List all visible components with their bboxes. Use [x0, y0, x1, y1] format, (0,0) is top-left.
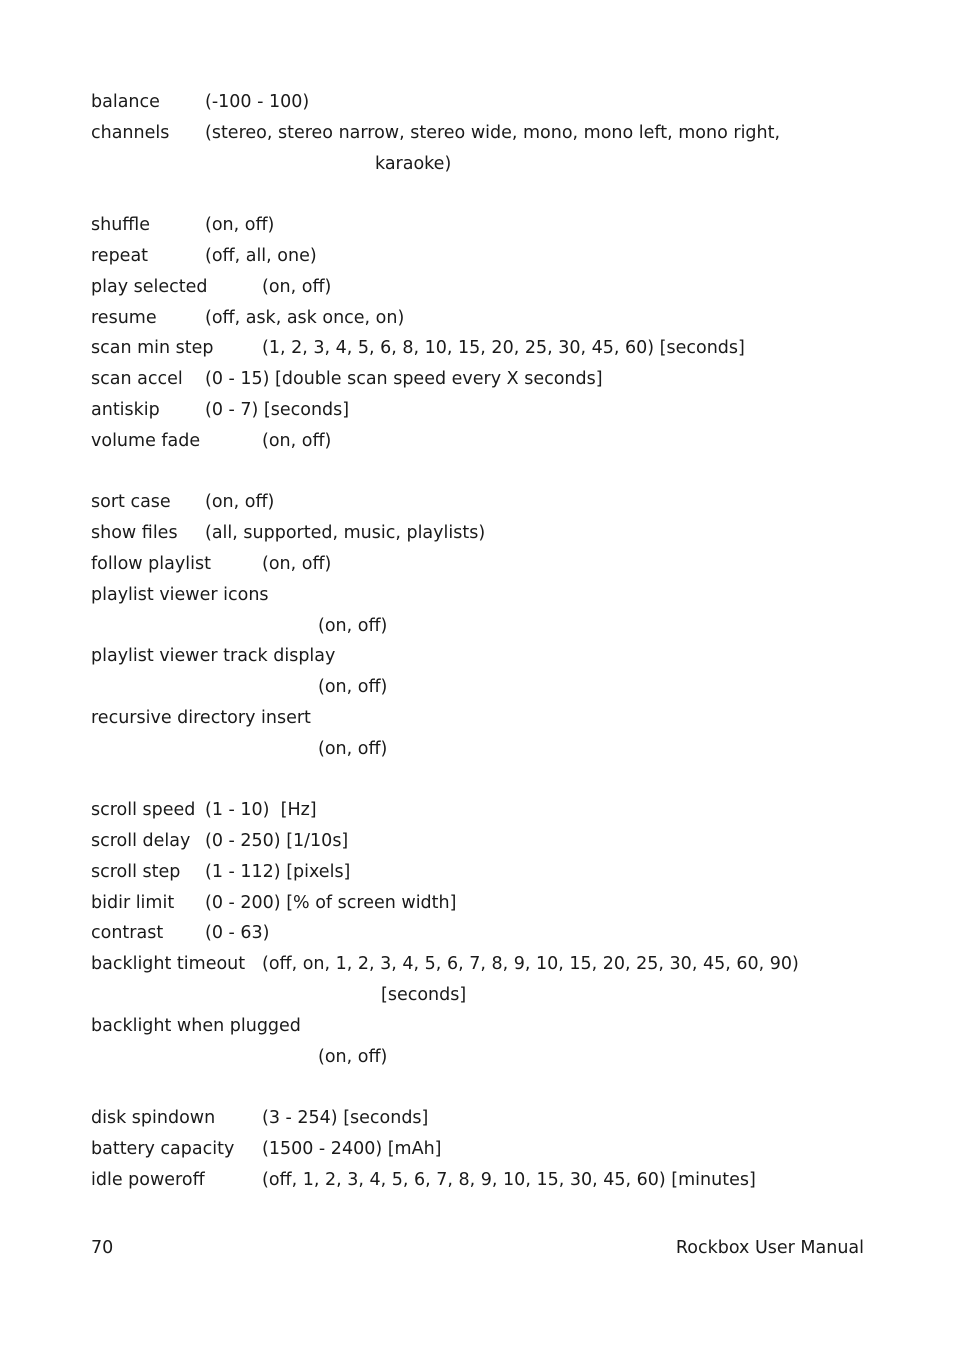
setting-key-scroll-speed: scroll speed [91, 800, 196, 820]
setting-value-bidir-limit: (0 - 200) [% of screen width] [205, 893, 457, 913]
setting-key-playlist-viewer-track-display: playlist viewer track display [91, 646, 336, 666]
setting-value-balance: (-100 - 100) [205, 92, 310, 112]
setting-key-scroll-step: scroll step [91, 862, 181, 882]
setting-key-contrast: contrast [91, 923, 164, 943]
setting-value-show-files: (all, supported, music, playlists) [205, 523, 486, 543]
setting-value-play-selected: (on, off) [262, 277, 332, 297]
setting-value-scroll-step: (1 - 112) [pixels] [205, 862, 351, 882]
setting-key-backlight-when-plugged: backlight when plugged [91, 1016, 301, 1036]
setting-key-balance: balance [91, 92, 160, 112]
setting-value-shuffle: (on, off) [205, 215, 275, 235]
setting-value-antiskip: (0 - 7) [seconds] [205, 400, 350, 420]
setting-value-battery-capacity: (1500 - 2400) [mAh] [262, 1139, 442, 1159]
setting-key-sort-case: sort case [91, 492, 171, 512]
setting-value-idle-poweroff: (off, 1, 2, 3, 4, 5, 6, 7, 8, 9, 10, 15, 30, 45, 60) [minutes] [262, 1170, 756, 1190]
setting-value-disk-spindown: (3 - 254) [seconds] [262, 1108, 429, 1128]
setting-key-repeat: repeat [91, 246, 149, 266]
setting-key-scan-min-step: scan min step [91, 338, 214, 358]
setting-value-follow-playlist: (on, off) [262, 554, 332, 574]
setting-key-resume: resume [91, 308, 157, 328]
setting-value-backlight-timeout-continued: [seconds] [381, 985, 467, 1005]
setting-value-volume-fade: (on, off) [262, 431, 332, 451]
setting-value-recursive-directory-insert: (on, off) [318, 739, 388, 759]
page-number: 70 [91, 1238, 114, 1258]
setting-key-backlight-timeout: backlight timeout [91, 954, 246, 974]
setting-key-shuffle: shuffle [91, 215, 150, 235]
setting-key-scan-accel: scan accel [91, 369, 183, 389]
setting-key-follow-playlist: follow playlist [91, 554, 211, 574]
setting-key-bidir-limit: bidir limit [91, 893, 175, 913]
setting-key-antiskip: antiskip [91, 400, 160, 420]
setting-value-scan-accel: (0 - 15) [double scan speed every X seconds] [205, 369, 603, 389]
setting-value-playlist-viewer-track-display: (on, off) [318, 677, 388, 697]
setting-value-backlight-when-plugged: (on, off) [318, 1047, 388, 1067]
setting-key-recursive-directory-insert: recursive directory insert [91, 708, 311, 728]
setting-key-show-files: show files [91, 523, 178, 543]
setting-key-play-selected: play selected [91, 277, 208, 297]
setting-key-scroll-delay: scroll delay [91, 831, 191, 851]
setting-key-battery-capacity: battery capacity [91, 1139, 235, 1159]
setting-value-backlight-timeout: (off, on, 1, 2, 3, 4, 5, 6, 7, 8, 9, 10, 15, 20, 25, 30, 45, 60, 90) [262, 954, 799, 974]
setting-key-idle-poweroff: idle poweroff [91, 1170, 205, 1190]
document-title: Rockbox User Manual [675, 1238, 864, 1258]
setting-value-scroll-speed: (1 - 10) [Hz] [205, 800, 317, 820]
setting-value-sort-case: (on, off) [205, 492, 275, 512]
setting-value-channels-continued: karaoke) [375, 154, 452, 174]
setting-value-contrast: (0 - 63) [205, 923, 270, 943]
setting-value-playlist-viewer-icons: (on, off) [318, 616, 388, 636]
setting-key-channels: channels [91, 123, 170, 143]
setting-value-scroll-delay: (0 - 250) [1/10s] [205, 831, 349, 851]
setting-value-scan-min-step: (1, 2, 3, 4, 5, 6, 8, 10, 15, 20, 25, 30, 45, 60) [seconds] [262, 338, 745, 358]
setting-value-resume: (off, ask, ask once, on) [205, 308, 405, 328]
setting-key-volume-fade: volume fade [91, 431, 201, 451]
setting-value-repeat: (off, all, one) [205, 246, 317, 266]
setting-value-channels: (stereo, stereo narrow, stereo wide, mono, mono left, mono right, [205, 123, 781, 143]
setting-key-playlist-viewer-icons: playlist viewer icons [91, 585, 269, 605]
setting-key-disk-spindown: disk spindown [91, 1108, 216, 1128]
